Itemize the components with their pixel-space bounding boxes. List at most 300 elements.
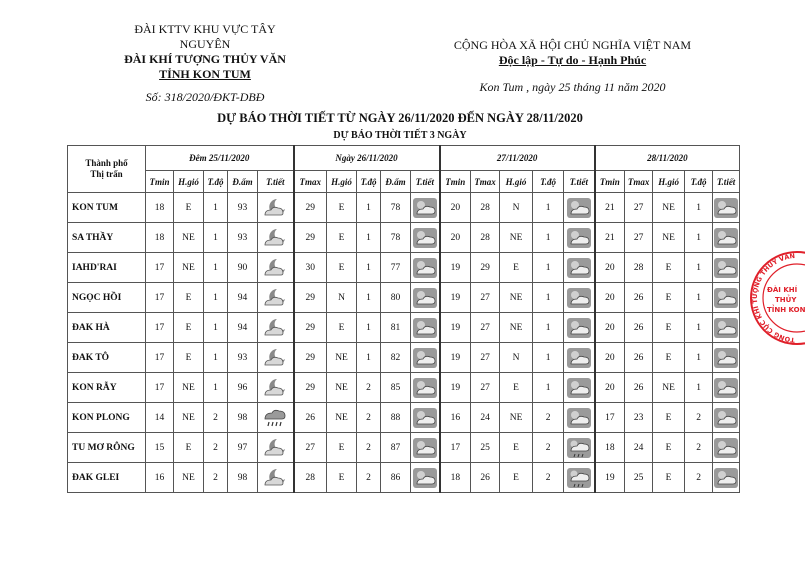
table-row <box>68 403 740 433</box>
agency-line-2: ĐÀI KHÍ TƯỢNG THỦY VĂN <box>124 52 286 66</box>
table-cell: E <box>653 433 685 463</box>
table-cell: 1 <box>204 193 228 223</box>
col-header: Tmax <box>471 171 500 193</box>
table-cell: 97 <box>228 433 258 463</box>
table-cell: 88 <box>381 403 411 433</box>
table-cell: NE <box>500 283 533 313</box>
table-cell: 1 <box>685 373 713 403</box>
table-cell: 1 <box>533 283 564 313</box>
city-name: KON TUM <box>68 193 146 223</box>
table-cell: NE <box>500 403 533 433</box>
col-header: T.độ <box>533 171 564 193</box>
table-cell: E <box>327 433 357 463</box>
table-cell: 1 <box>685 343 713 373</box>
moon-cloud-icon <box>258 283 294 313</box>
col-header: T.tiết <box>411 171 440 193</box>
table-cell: 29 <box>471 253 500 283</box>
table-cell: 24 <box>625 433 653 463</box>
sun-cloud-icon <box>566 377 592 399</box>
table-row <box>68 433 740 463</box>
table-cell: 1 <box>685 253 713 283</box>
table-cell: E <box>327 223 357 253</box>
table-cell: N <box>327 283 357 313</box>
table-cell: 28 <box>471 223 500 253</box>
table-cell: 1 <box>685 283 713 313</box>
sun-rain-icon <box>566 437 592 459</box>
table-cell: NE <box>653 223 685 253</box>
sun-cloud-icon <box>713 467 739 489</box>
table-cell: 24 <box>471 403 500 433</box>
col-header: T.độ <box>685 171 713 193</box>
sun-cloud-icon <box>412 197 438 219</box>
sun-cloud-icon <box>713 253 740 283</box>
table-cell: 81 <box>381 313 411 343</box>
sun-cloud-icon <box>411 253 440 283</box>
sun-cloud-icon <box>412 227 438 249</box>
document-number: Số: 318/2020/ĐKT-DBĐ <box>145 90 265 104</box>
moon-cloud-icon <box>258 313 294 343</box>
table-cell: 27 <box>471 343 500 373</box>
col-header: Tmin <box>440 171 471 193</box>
svg-text:TỈNH KON: TỈNH KON <box>767 306 805 314</box>
table-cell: 16 <box>146 463 174 493</box>
sun-cloud-icon <box>412 377 438 399</box>
table-cell: 93 <box>228 193 258 223</box>
col-header: H.gió <box>327 171 357 193</box>
sun-cloud-icon <box>564 283 595 313</box>
table-cell: 1 <box>204 283 228 313</box>
table-cell: 28 <box>471 193 500 223</box>
city-name: ĐAK GLEI <box>68 463 146 493</box>
table-cell: 14 <box>146 403 174 433</box>
table-cell: 18 <box>440 463 471 493</box>
table-cell: 30 <box>294 253 327 283</box>
national-title: CỘNG HÒA XÃ HỘI CHỦ NGHĨA VIỆT NAM <box>453 38 692 52</box>
table-cell: 21 <box>595 193 625 223</box>
sun-cloud-icon <box>412 317 438 339</box>
sun-cloud-icon <box>566 257 592 279</box>
table-cell: NE <box>500 223 533 253</box>
table-cell: 85 <box>381 373 411 403</box>
table-cell: 18 <box>595 433 625 463</box>
table-cell: 2 <box>533 403 564 433</box>
table-cell: 93 <box>228 223 258 253</box>
table-cell: 1 <box>685 193 713 223</box>
sun-cloud-icon <box>411 373 440 403</box>
table-cell: 77 <box>381 253 411 283</box>
table-cell: 1 <box>357 343 381 373</box>
table-cell: 2 <box>204 403 228 433</box>
period-27: 27/11/2020 <box>440 146 595 171</box>
rain-cloud-icon <box>262 407 288 429</box>
sun-cloud-icon <box>564 223 595 253</box>
moon-cloud-icon <box>262 377 288 399</box>
table-cell: 2 <box>685 433 713 463</box>
table-cell: NE <box>174 463 204 493</box>
table-cell: E <box>327 253 357 283</box>
table-cell: 2 <box>357 463 381 493</box>
col-header: Đ.ẩm <box>228 171 258 193</box>
table-cell: NE <box>174 373 204 403</box>
table-cell: 25 <box>625 463 653 493</box>
table-cell: 21 <box>595 223 625 253</box>
table-cell: 18 <box>146 193 174 223</box>
table-cell: 27 <box>625 223 653 253</box>
document-title: DỰ BÁO THỜI TIẾT TỪ NGÀY 26/11/2020 ĐẾN NGÀY 28/11/2020 <box>217 111 583 125</box>
moon-cloud-icon <box>262 347 288 369</box>
sun-rain-icon <box>566 467 592 489</box>
sun-cloud-icon <box>411 433 440 463</box>
table-cell: 94 <box>228 283 258 313</box>
table-cell: E <box>174 193 204 223</box>
table-cell: 93 <box>228 343 258 373</box>
table-cell: NE <box>500 313 533 343</box>
table-cell: 1 <box>204 313 228 343</box>
table-cell: 16 <box>440 403 471 433</box>
table-cell: NE <box>327 343 357 373</box>
table-cell: E <box>174 343 204 373</box>
moon-cloud-icon <box>262 257 288 279</box>
city-header-line-2: Thị trấn <box>90 169 123 179</box>
table-cell: 27 <box>625 193 653 223</box>
sun-cloud-icon <box>713 433 740 463</box>
sun-cloud-icon <box>713 193 740 223</box>
table-cell: 78 <box>381 223 411 253</box>
table-cell: 1 <box>357 253 381 283</box>
moon-cloud-icon <box>258 223 294 253</box>
table-cell: 90 <box>228 253 258 283</box>
table-row <box>68 253 740 283</box>
agency-line-3: TỈNH KON TUM <box>159 67 251 81</box>
sun-cloud-icon <box>564 403 595 433</box>
sun-cloud-icon <box>412 407 438 429</box>
table-cell: 2 <box>533 433 564 463</box>
sun-cloud-icon <box>411 343 440 373</box>
table-cell: 2 <box>357 433 381 463</box>
city-header-line-1: Thành phố <box>85 158 128 168</box>
table-cell: 1 <box>533 343 564 373</box>
table-cell: E <box>174 313 204 343</box>
sun-cloud-icon <box>412 437 438 459</box>
table-cell: 28 <box>294 463 327 493</box>
sun-cloud-icon <box>412 347 438 369</box>
table-cell: 1 <box>533 193 564 223</box>
table-cell: E <box>653 343 685 373</box>
table-cell: 23 <box>625 403 653 433</box>
table-cell: E <box>174 283 204 313</box>
moon-cloud-icon <box>262 317 288 339</box>
table-cell: NE <box>653 193 685 223</box>
table-row <box>68 463 740 493</box>
table-row <box>68 283 740 313</box>
svg-text:THỦY: THỦY <box>775 296 797 304</box>
table-cell: E <box>653 313 685 343</box>
table-cell: E <box>327 193 357 223</box>
table-row <box>68 343 740 373</box>
table-cell: 1 <box>357 193 381 223</box>
sun-cloud-icon <box>564 193 595 223</box>
col-header: H.gió <box>500 171 533 193</box>
city-name: ĐAK HÀ <box>68 313 146 343</box>
table-cell: 17 <box>595 403 625 433</box>
sun-cloud-icon <box>564 253 595 283</box>
moon-cloud-icon <box>258 433 294 463</box>
table-cell: 98 <box>228 403 258 433</box>
col-header: T.tiết <box>564 171 595 193</box>
table-cell: 26 <box>471 463 500 493</box>
table-cell: 29 <box>294 373 327 403</box>
sun-cloud-icon <box>411 193 440 223</box>
table-cell: 1 <box>204 223 228 253</box>
agency-line-1: ĐÀI KTTV KHU VỰC TÂY NGUYÊN <box>134 22 276 51</box>
table-cell: N <box>500 343 533 373</box>
table-cell: 25 <box>471 433 500 463</box>
table-cell: 1 <box>685 313 713 343</box>
table-cell: 1 <box>357 283 381 313</box>
table-cell: 1 <box>204 253 228 283</box>
col-header: T.tiết <box>713 171 740 193</box>
sun-cloud-icon <box>713 257 739 279</box>
col-header: T.độ <box>204 171 228 193</box>
forecast-table <box>67 145 740 493</box>
table-cell: 82 <box>381 343 411 373</box>
col-header: T.tiết <box>258 171 294 193</box>
city-column-header <box>68 146 146 193</box>
table-row <box>68 313 740 343</box>
moon-cloud-icon <box>262 467 288 489</box>
document-subtitle: DỰ BÁO THỜI TIẾT 3 NGÀY <box>333 130 467 141</box>
table-cell: E <box>653 253 685 283</box>
table-cell: 2 <box>685 403 713 433</box>
moon-cloud-icon <box>262 197 288 219</box>
sun-cloud-icon <box>566 287 592 309</box>
table-cell: 2 <box>204 433 228 463</box>
table-cell: E <box>653 403 685 433</box>
sun-cloud-icon <box>713 343 740 373</box>
moon-cloud-icon <box>258 253 294 283</box>
table-cell: 20 <box>595 343 625 373</box>
table-row <box>68 193 740 223</box>
col-header: Tmin <box>146 171 174 193</box>
city-name: SA THẦY <box>68 223 146 253</box>
sun-cloud-icon <box>713 463 740 493</box>
sun-cloud-icon <box>564 343 595 373</box>
table-cell: 1 <box>533 373 564 403</box>
table-cell: 1 <box>357 223 381 253</box>
city-name: NGỌC HỒI <box>68 283 146 313</box>
period-28: 28/11/2020 <box>595 146 740 171</box>
sun-cloud-icon <box>411 463 440 493</box>
table-cell: 29 <box>294 193 327 223</box>
table-cell: NE <box>174 223 204 253</box>
sun-cloud-icon <box>713 287 739 309</box>
red-seal-stamp <box>745 248 805 348</box>
national-header <box>440 38 705 95</box>
sun-cloud-icon <box>713 313 740 343</box>
table-cell: 26 <box>625 283 653 313</box>
sun-cloud-icon <box>566 227 592 249</box>
moon-cloud-icon <box>258 343 294 373</box>
table-cell: 17 <box>146 283 174 313</box>
sun-cloud-icon <box>713 437 739 459</box>
table-cell: NE <box>327 373 357 403</box>
table-cell: 98 <box>228 463 258 493</box>
table-cell: 27 <box>294 433 327 463</box>
table-cell: 26 <box>625 313 653 343</box>
table-cell: 80 <box>381 283 411 313</box>
table-cell: 20 <box>595 373 625 403</box>
place-date: Kon Tum , ngày 25 tháng 11 năm 2020 <box>479 80 666 94</box>
sun-cloud-icon <box>566 407 592 429</box>
sun-cloud-icon <box>411 223 440 253</box>
sun-cloud-icon <box>411 313 440 343</box>
col-header: T.độ <box>357 171 381 193</box>
moon-cloud-icon <box>258 193 294 223</box>
sun-cloud-icon <box>412 467 438 489</box>
moon-cloud-icon <box>262 287 288 309</box>
table-cell: 1 <box>533 313 564 343</box>
table-cell: 26 <box>625 343 653 373</box>
table-cell: NE <box>174 253 204 283</box>
table-cell: 27 <box>471 313 500 343</box>
city-name: TU MƠ RÔNG <box>68 433 146 463</box>
table-cell: 19 <box>440 373 471 403</box>
table-cell: N <box>500 193 533 223</box>
table-cell: NE <box>327 403 357 433</box>
table-cell: 1 <box>533 253 564 283</box>
table-cell: 1 <box>685 223 713 253</box>
moon-cloud-icon <box>258 373 294 403</box>
table-cell: 29 <box>294 223 327 253</box>
table-cell: E <box>653 463 685 493</box>
table-cell: 17 <box>146 313 174 343</box>
svg-text:TỔNG CỤC KHÍ TƯỢNG THỦY VĂN: TỔNG CỤC KHÍ TƯỢNG THỦY VĂN <box>750 251 796 344</box>
city-name: IAHD'RAI <box>68 253 146 283</box>
sun-cloud-icon <box>566 317 592 339</box>
sun-cloud-icon <box>566 197 592 219</box>
city-name: ĐAK TÔ <box>68 343 146 373</box>
sun-cloud-icon <box>412 257 438 279</box>
table-cell: 19 <box>440 313 471 343</box>
table-cell: 26 <box>294 403 327 433</box>
table-cell: 1 <box>357 313 381 343</box>
col-header: Đ.ẩm <box>381 171 411 193</box>
sun-rain-icon <box>564 463 595 493</box>
table-cell: 29 <box>294 343 327 373</box>
table-cell: 2 <box>204 463 228 493</box>
sun-cloud-icon <box>713 377 739 399</box>
table-cell: 1 <box>204 373 228 403</box>
table-cell: 20 <box>440 223 471 253</box>
table-cell: 19 <box>440 253 471 283</box>
table-cell: 1 <box>204 343 228 373</box>
table-cell: 18 <box>146 223 174 253</box>
table-cell: E <box>500 433 533 463</box>
table-cell: 19 <box>440 283 471 313</box>
table-cell: 86 <box>381 463 411 493</box>
table-cell: NE <box>653 373 685 403</box>
table-cell: E <box>174 433 204 463</box>
moon-cloud-icon <box>262 437 288 459</box>
sun-cloud-icon <box>713 373 740 403</box>
table-cell: 1 <box>533 223 564 253</box>
sun-cloud-icon <box>411 403 440 433</box>
table-cell: 2 <box>357 403 381 433</box>
table-cell: E <box>327 463 357 493</box>
moon-cloud-icon <box>258 463 294 493</box>
table-cell: 28 <box>625 253 653 283</box>
table-cell: 29 <box>294 313 327 343</box>
table-cell: 17 <box>440 433 471 463</box>
table-cell: 17 <box>146 253 174 283</box>
table-row <box>68 223 740 253</box>
table-cell: 20 <box>595 313 625 343</box>
city-name: KON PLONG <box>68 403 146 433</box>
col-header: Tmax <box>625 171 653 193</box>
table-cell: E <box>327 313 357 343</box>
sun-cloud-icon <box>566 347 592 369</box>
table-cell: 26 <box>625 373 653 403</box>
sun-cloud-icon <box>564 373 595 403</box>
sun-cloud-icon <box>713 403 740 433</box>
city-name: KON RẪY <box>68 373 146 403</box>
col-header: H.gió <box>653 171 685 193</box>
svg-text:ĐÀI KHÍ: ĐÀI KHÍ <box>767 286 798 294</box>
table-cell: 27 <box>471 373 500 403</box>
table-cell: 20 <box>440 193 471 223</box>
table-cell: 87 <box>381 433 411 463</box>
agency-header <box>110 22 300 105</box>
table-cell: 20 <box>595 253 625 283</box>
rain-cloud-icon <box>258 403 294 433</box>
col-header: Tmin <box>595 171 625 193</box>
col-header: Tmax <box>294 171 327 193</box>
table-cell: 15 <box>146 433 174 463</box>
national-motto: Độc lập - Tự do - Hạnh Phúc <box>498 53 647 67</box>
table-cell: 19 <box>440 343 471 373</box>
table-cell: 17 <box>146 343 174 373</box>
table-cell: 17 <box>146 373 174 403</box>
table-cell: 19 <box>595 463 625 493</box>
period-day-26: Ngày 26/11/2020 <box>294 146 440 171</box>
period-night-25: Đêm 25/11/2020 <box>146 146 294 171</box>
sun-rain-icon <box>564 433 595 463</box>
table-cell: NE <box>174 403 204 433</box>
sun-cloud-icon <box>713 197 739 219</box>
table-cell: 2 <box>685 463 713 493</box>
table-cell: 96 <box>228 373 258 403</box>
table-cell: 27 <box>471 283 500 313</box>
sun-cloud-icon <box>713 227 739 249</box>
table-cell: 94 <box>228 313 258 343</box>
table-cell: E <box>500 253 533 283</box>
table-cell: E <box>500 373 533 403</box>
table-row <box>68 373 740 403</box>
sun-cloud-icon <box>713 347 739 369</box>
col-header: H.gió <box>174 171 204 193</box>
sun-cloud-icon <box>412 287 438 309</box>
table-cell: 20 <box>595 283 625 313</box>
table-cell: E <box>653 283 685 313</box>
table-cell: E <box>500 463 533 493</box>
moon-cloud-icon <box>262 227 288 249</box>
sun-cloud-icon <box>713 283 740 313</box>
table-cell: 2 <box>357 373 381 403</box>
sun-cloud-icon <box>713 317 739 339</box>
table-cell: 2 <box>533 463 564 493</box>
sun-cloud-icon <box>411 283 440 313</box>
sun-cloud-icon <box>713 223 740 253</box>
